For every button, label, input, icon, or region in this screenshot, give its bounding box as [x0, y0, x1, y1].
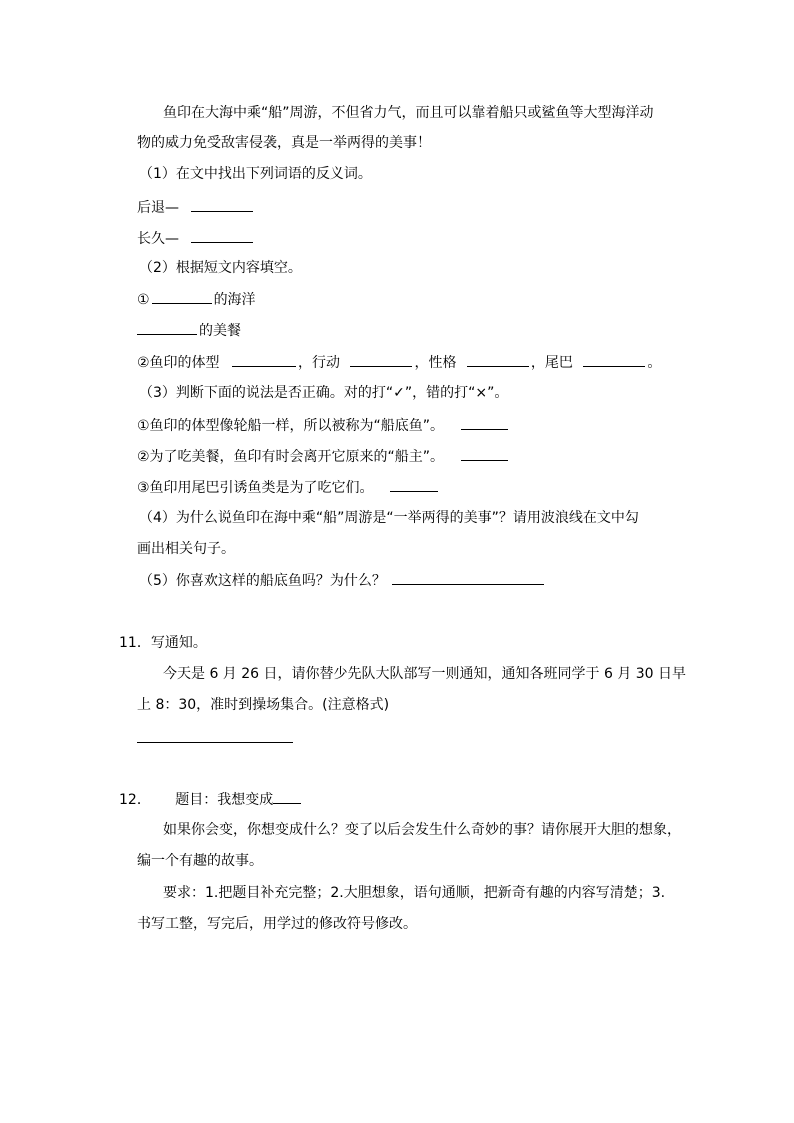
- question-1-item-2: [137, 228, 255, 248]
- question-12-line-3: 要求：1.把题目补充完整；2.大胆想象，语句通顺，把新奇有趣的内容写清楚；3.: [163, 885, 666, 901]
- answer-blank[interactable]: [191, 197, 253, 212]
- question-3-item-2: [137, 446, 510, 466]
- answer-blank[interactable]: [390, 477, 438, 492]
- question-2-item-1: [137, 289, 256, 309]
- question-1-item-2-label: 长久—: [137, 231, 179, 247]
- item-text: ①鱼印的体型像轮船一样，所以被称为“船底鱼”。: [137, 418, 445, 434]
- question-2-item-2: [137, 352, 661, 372]
- question-12-line-4: 书写工整，写完后，用学过的修改符号修改。: [137, 916, 417, 932]
- answer-blank[interactable]: [191, 228, 253, 243]
- answer-blank[interactable]: [583, 352, 645, 367]
- answer-line[interactable]: [137, 742, 293, 743]
- question-3-prompt: （3）判断下面的说法是否正确。对的打“✓”，错的打“×”。: [139, 385, 509, 401]
- item-text: ③鱼印用尾巴引诱鱼类是为了吃它们。: [137, 480, 374, 496]
- answer-blank[interactable]: [350, 352, 412, 367]
- question-12-line-2: 编一个有趣的故事。: [137, 853, 263, 869]
- question-11-line-2: 上 8：30，准时到操场集合。(注意格式): [137, 697, 390, 713]
- question-1-item-1-label: 后退—: [137, 200, 179, 216]
- item-text: 。: [647, 355, 662, 371]
- answer-blank[interactable]: [232, 352, 296, 367]
- item-text: ②为了吃美餐，鱼印有时会离开它原来的“船主”。: [137, 449, 445, 465]
- question-11-number: 11．写通知。: [119, 635, 207, 651]
- item-text: ，行动: [298, 355, 341, 371]
- question-1-prompt: （1）在文中找出下列词语的反义词。: [139, 166, 372, 182]
- passage-line-2: 物的威力免受敌害侵袭，真是一举两得的美事！: [137, 135, 431, 151]
- item-marker: ①: [137, 292, 150, 308]
- item-text: 的美餐: [199, 323, 241, 339]
- question-5-line: [139, 570, 546, 590]
- question-4-line-2: 画出相关句子。: [137, 541, 235, 557]
- item-text: ，尾巴: [530, 355, 573, 371]
- question-4-line-1: （4）为什么说鱼印在海中乘“船”周游是“一举两得的美事”？请用波浪线在文中勾: [139, 510, 639, 526]
- question-12-number: 12．: [119, 792, 151, 808]
- question-12-title: 题目：我想变成: [175, 792, 274, 808]
- item-text: 的海洋: [213, 292, 256, 308]
- answer-blank[interactable]: [461, 446, 508, 461]
- answer-blank[interactable]: [392, 570, 544, 585]
- item-text: ②鱼印的体型: [137, 355, 220, 371]
- answer-blank[interactable]: [152, 289, 212, 304]
- question-3-item-1: [137, 415, 510, 435]
- question-3-item-3: [137, 477, 440, 497]
- answer-blank[interactable]: [137, 320, 197, 335]
- passage-line-1: 鱼印在大海中乘“船”周游，不但省力气，而且可以靠着船只或鲨鱼等大型海洋动: [163, 105, 654, 121]
- question-11-line-1: 今天是 6 月 26 日，请你替少先队大队部写一则通知，通知各班同学于 6 月 30 日早: [163, 666, 687, 682]
- question-2-item-1b: [137, 320, 241, 340]
- question-1-item-1: [137, 197, 255, 217]
- question-12-line-1: 如果你会变，你想变成什么？变了以后会发生什么奇妙的事？请你展开大胆的想象，: [163, 822, 681, 838]
- answer-blank[interactable]: [461, 415, 508, 430]
- answer-blank[interactable]: [273, 789, 301, 804]
- answer-blank[interactable]: [467, 352, 529, 367]
- question-2-prompt: （2）根据短文内容填空。: [139, 260, 302, 276]
- item-text: ，性格: [414, 355, 457, 371]
- question-12-heading: [119, 789, 303, 809]
- question-5-prompt: （5）你喜欢这样的船底鱼吗？为什么？: [139, 573, 386, 589]
